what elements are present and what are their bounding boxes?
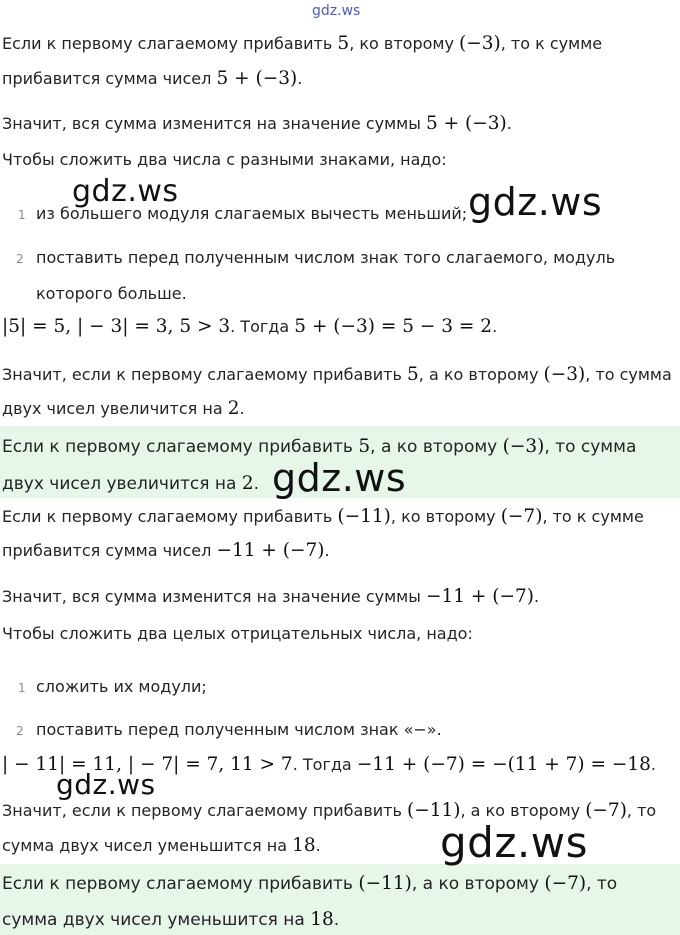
text-line: | − 11| = 11, | − 7| = 7, 11 > 7. Тогда −11 + (−7) = −(11 + 7) = −18. bbox=[2, 754, 656, 775]
math: 2 bbox=[227, 398, 240, 419]
site-watermark-top: gdz.ws bbox=[312, 3, 361, 19]
math: 18 bbox=[310, 909, 334, 930]
watermark: gdz.ws bbox=[72, 174, 179, 209]
list-number: 1 bbox=[18, 208, 26, 222]
text-line: Значит, вся сумма изменится на значение суммы −11 + (−7). bbox=[2, 586, 540, 607]
text-line: двух чисел увеличится на 2. bbox=[2, 398, 245, 419]
math: 5 bbox=[337, 33, 350, 54]
math: |5| = 5, | − 3| = 3, 5 > 3 bbox=[2, 316, 231, 337]
math: (−3) bbox=[543, 364, 586, 385]
watermark: gdz.ws bbox=[468, 180, 603, 224]
text-line: прибавится сумма чисел 5 + (−3). bbox=[2, 68, 303, 89]
list-item-continuation: которого больше. bbox=[36, 284, 187, 303]
text-line: Если к первому слагаемому прибавить 5, ко второму (−3), то к сумме bbox=[2, 33, 603, 54]
math: −11 + (−7) bbox=[425, 586, 534, 607]
list-number: 2 bbox=[16, 252, 24, 266]
highlight-text-line: двух чисел увеличится на 2. bbox=[2, 473, 260, 494]
highlight-text-line: сумма двух чисел уменьшится на 18. bbox=[2, 909, 340, 930]
math: 18 bbox=[292, 835, 316, 856]
text-line: |5| = 5, | − 3| = 3, 5 > 3. Тогда 5 + (−3) = 5 − 3 = 2. bbox=[2, 316, 498, 337]
math: −11 + (−7) = −(11 + 7) = −18 bbox=[356, 754, 651, 775]
list-number: 2 bbox=[16, 724, 24, 738]
math: (−3) bbox=[502, 436, 545, 457]
math: (−11) bbox=[358, 873, 412, 894]
math: 5 bbox=[407, 364, 419, 385]
math: 5 + (−3) = 5 − 3 = 2 bbox=[294, 316, 493, 337]
list-item: поставить перед полученным числом знак «−». bbox=[36, 720, 442, 739]
text-line: Значит, если к первому слагаемому прибавить (−11), а ко второму (−7), то bbox=[2, 800, 657, 821]
text-line: Если к первому слагаемому прибавить (−11), ко второму (−7), то к сумме bbox=[2, 506, 644, 527]
math: 5 + (−3) bbox=[216, 68, 298, 89]
watermark: gdz.ws bbox=[56, 768, 156, 801]
math: 2 bbox=[241, 473, 254, 494]
text-line: прибавится сумма чисел −11 + (−7). bbox=[2, 540, 330, 561]
math: (−11) bbox=[407, 800, 461, 821]
math: (−11) bbox=[337, 506, 391, 527]
math: −11 + (−7) bbox=[216, 540, 325, 561]
text-line: Значит, вся сумма изменится на значение суммы 5 + (−3). bbox=[2, 113, 512, 134]
math: 5 + (−3) bbox=[425, 113, 507, 134]
math: (−3) bbox=[459, 33, 501, 54]
math: 5 bbox=[358, 436, 371, 457]
watermark: gdz.ws bbox=[440, 818, 588, 867]
highlight-text-line: Если к первому слагаемому прибавить (−11), а ко второму (−7), то bbox=[2, 873, 618, 894]
text-line: Значит, если к первому слагаемому прибавить 5, а ко второму (−3), то сумма bbox=[2, 364, 672, 385]
text-line: сумма двух чисел уменьшится на 18. bbox=[2, 835, 321, 856]
text-line: Чтобы сложить два целых отрицательных числа, надо: bbox=[2, 624, 473, 643]
list-item: из большего модуля слагаемых вычесть меньший; bbox=[36, 204, 468, 223]
math: (−7) bbox=[500, 506, 543, 527]
watermark: gdz.ws bbox=[272, 456, 407, 500]
list-number: 1 bbox=[18, 681, 26, 695]
math: (−7) bbox=[585, 800, 627, 821]
text-line: Чтобы сложить два числа с разными знаками, надо: bbox=[2, 150, 447, 169]
highlight-text-line: Если к первому слагаемому прибавить 5, а ко второму (−3), то сумма bbox=[2, 436, 637, 457]
list-item: сложить их модули; bbox=[36, 677, 207, 696]
math: | − 11| = 11, | − 7| = 7, 11 > 7 bbox=[2, 754, 293, 775]
math: (−7) bbox=[544, 873, 587, 894]
list-item: поставить перед полученным числом знак того слагаемого, модуль bbox=[36, 248, 616, 267]
